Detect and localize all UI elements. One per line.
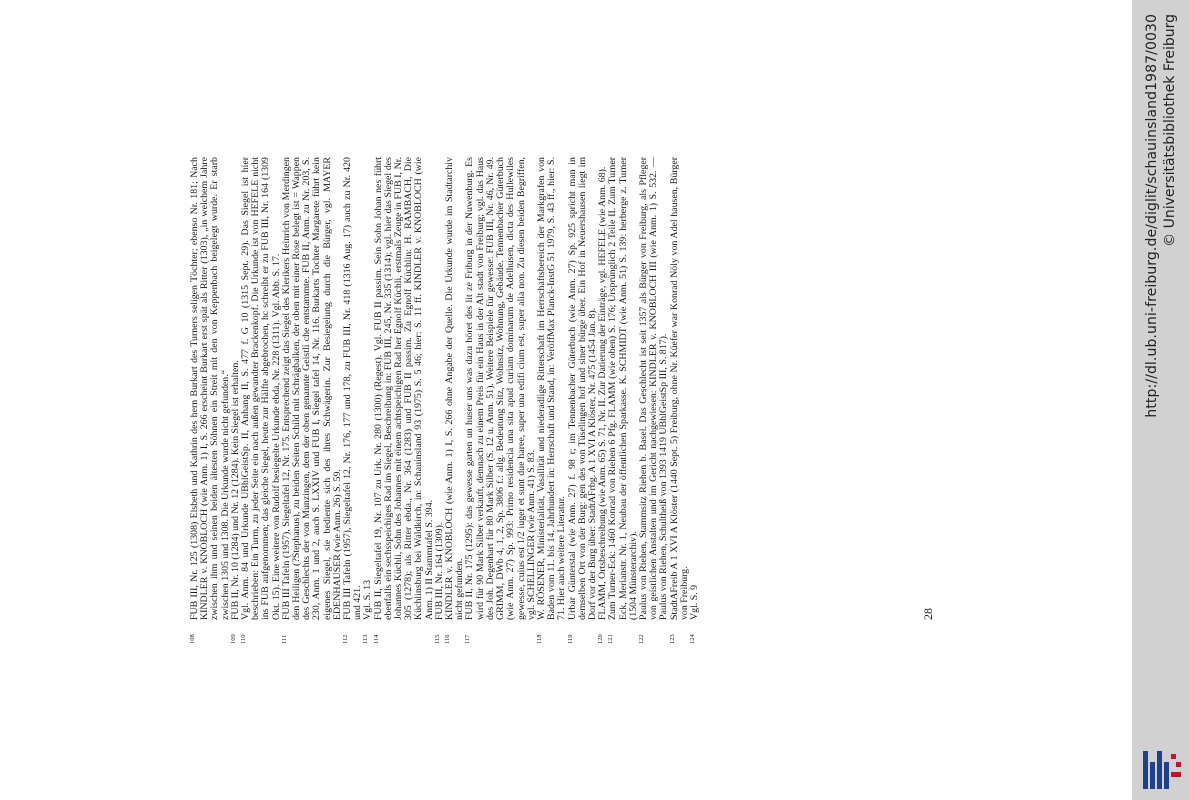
footnote-text: Zum Turner-Eck: 1460 Konrad von Riehen 6 Pfg. FLAMM (wie oben) S. 176; Ursprünglich 2 Teile II. Zum Turner Eck, Merianstr. Nr. 1, Neubau der öffentlichen Sparkasse. K. SCHMIDT (wie Anm. 51) S. 139: herberge z. Turner (1504 Münsterarchiv). [607, 157, 639, 620]
footnote [190, 157, 231, 644]
footnote [445, 157, 465, 644]
footnote-number: 119 [566, 634, 574, 644]
footnote [639, 157, 670, 644]
library-sidebar [1132, 0, 1189, 800]
footnote [282, 157, 343, 644]
footnote-text: FUB II, Siegeltafel 19, Nr. 107 zu Urk. Nr. 280 (1300) (Regest). Vgl. FUB II passim. Sein Sohn Johan nes führt ebenfalls ein sechsspeichiges Rad im Siegel, Beschreibung in: FUB III, 245, Nr. 335 (1314); vgl. hier das Siegel des Johannes Küchli, Sohn des Johannes mit einem achtspeichigen Rad her Egnolf Küchli, erstmals Zeuge in FUB I, Nr. 305 (1278); als Ritter ebda., Nr. 364 (1283) und FUB II passim. Zu Egnolf Küchlin: H. RAMBACH, Die Küchlinsburg bei Waldkirch, in: Schauinsland 93 (1975) S. 5 46; hier: S. 11 ff. KINDLER v. KNOBLOCH (wie Anm. 1) II Stammtafel S. 394. [372, 157, 435, 620]
footnote-text: FUB III, Nr. 164 (1309). [433, 522, 445, 620]
footnote-text: Vgl. S. 13 [362, 579, 374, 620]
footnote-text: Paulus von Riehen, Stammsitz Riehen b. Basel. Das Geschlecht ist seit 1357 als Bürger von Freiburg, als Pfleger von geistlichen Anstalten und im Gericht nachgewiesen: KINDLER v. KNOBLOCH III (wie Anm. 1) S. 532. — Paulus von Riehen, Schultheiß von 1393 1419 UBhlGeistSp III, S. 817). [637, 157, 670, 620]
footnote-number: 120 [597, 634, 605, 644]
footnote-number: 111 [280, 634, 288, 644]
footnote-number: 108 [189, 634, 196, 644]
footnote-number: 114 [372, 634, 380, 644]
footnote-number: 124 [688, 634, 696, 644]
footnote-number: 109 [229, 634, 237, 644]
footnote-number: 123 [668, 634, 676, 644]
permalink-url[interactable]: http://dl.ub.uni-freiburg.de/diglit/schauinsland1987/0030 [1143, 14, 1160, 418]
footnote-text: FUB II, Nr. 10 (1284) und Nr. 12 (1284). Kein Siegel ist erhalten. [229, 360, 241, 620]
footnote-text: FUB III Tafeln (1957), Siegeltafel 12, Nr. 175. Entsprechend zeigt das Siegel des Klerikers Heinrich von Merdingen den Heiligen (?Stephanus), zu beiden Seiten Schild mit Schrägbalken, der oben mit einer Rose belegt ist = Wappen des Geschlechts der von Munzingen, dem der oben genannte Geistli che entstammte. FUB II, Anm. zu Nr. 203, S. 230, Anm. 1 und 2, auch S. LXXIV und FUB I, Siegel tafel 14, Nr. 116. Burkarts Tochter Margarete führt kein eigenes Siegel, sie bediente sich des ihres Schwägerin. Zur Besiegelung durch die Bürger, vgl. MAYER EDENHAUSER (wie Anm. 26) S. 59. [280, 157, 343, 620]
footnote-number: 116 [444, 634, 452, 644]
footnote [670, 157, 690, 644]
library-logo-icon [1140, 748, 1184, 792]
footnotes-block [190, 157, 700, 644]
footnote-text: Vgl. Anm. 84 und Urkunde UBhlGeistSp. II, Anhang II, S. 477 f. G 10 (1315 Sept. 29). Das Siegel ist hier beschrieben: Ein Turm, zu jeder Seite ein nach außen gewandter Brackenkopf. Die Urkunde ist von HEFELE nicht ins FUB aufgenommen; das gleiche Siegel, heute zur Hälfte abgebrochen, hc schreibt er zu FUB III, Nr. 164 (1309 Okt. 15). Eine weitere von Rudolf besiegelte Urkunde ebda, Nr. 228 (1311). Vgl. Abb. S. 17. [240, 157, 282, 620]
footnote [568, 157, 599, 644]
footnote [537, 157, 568, 644]
footnote-number: 112 [342, 634, 350, 644]
footnote-number: 117 [464, 634, 472, 644]
footnote [374, 157, 435, 644]
footnote [241, 157, 282, 644]
footnote-number: 110 [240, 634, 248, 644]
footnote-text: FLAMM, Ortsbeschreibung (wie Anm. 65) S. 71, Nr. II. Zur Datierung der Einträge, vgl. HEFELE (wie Anm. 68). [597, 166, 609, 620]
footnote [343, 157, 363, 644]
footnote [465, 157, 536, 644]
copyright-notice: © Universitätsbibliothek Freiburg [1161, 14, 1178, 247]
footnote-text: StadtAFreib A 1 XVI A Klöster (1440 Sept. 5) Freiburg, ohne Nr. Küefer war Konrad Nöly von Adel hausen, Bürger von Freiburg. [668, 157, 690, 620]
footnote-number: 121 [607, 634, 615, 644]
footnote-text: Vgl. S. 9 [688, 584, 700, 620]
footnote-text: Urbar Günterstal (wie Anm. 27) f. 98 r; im Tennenbacher Güterbuch (wie Anm. 27) Sp. 925 spricht man in demselben Ort von der Burg: gen des von Tüselingen hof und siner bürge über. Ein Hof in Neuershausen liegt im Dorf vor der Burg über: StadtAFrbg. A 1 XVI A Klöster, Nr. 475 (1454 Jan. 8). [566, 157, 598, 620]
page-number: 28 [921, 608, 935, 620]
footnote-text: FUB III, Nr. 125 (1308) Elsbeth und Kathrin des hern Burkart des Turners seligen Töchter; ebenso Nr. 181; Nach KINDLER v. KNOBLOCH (wie Anm. 1) I, S. 266 erscheint Burkart erst spät als Ritter (1303), „in welchem Jahre zwischen ihm und seinen beiden ältesten Söhnen ein Streit mit den von Keppenbach beigelegt wurde. Er starb zwischen 1305 und 1308. Die Urkunde wurde nicht gefunden.“ [189, 157, 231, 620]
footnote [690, 157, 700, 644]
footnote-number: 118 [535, 634, 543, 644]
footnote-text: W. RÖSENER, Ministerialität, Vasallität und niederadlige Ritterschaft im Herrschaftsbereich der Markgrafen von Baden vom 11. bis 14. Jahrhundert in: Herrschaft und Stand, in: VeröffMax Planck-InstG 51 1979, S. 43 ff., hier: S. 71. Hier auch weitere Literatur. [535, 157, 568, 620]
footnote-number: 122 [637, 634, 645, 644]
footnote-number: 115 [433, 634, 441, 644]
sidebar-text [1132, 0, 1189, 800]
footnote [608, 157, 639, 644]
footnote-text: FUB III Tafeln (1957), Siegeltafel 12, Nr. 176, 177 und 178, zu FUB III, Nr. 418 (1316 Aug. 17) auch zu Nr. 420 und 421. [342, 157, 364, 620]
footnote-number: 113 [362, 634, 370, 644]
footnote-text: KINDLER v. KNOBLOCH (wie Anm. 1) I, S. 266 ohne Angabe der Quelle. Die Urkunde wurde im Stadtarchiv nicht gefunden. [444, 157, 466, 620]
footnote-text: FUB II, Nr. 175 (1295): das gewesse garten un huser uns was dazu höret des lit ze Friburg in der Nuwenburg. Es wird für 90 Mark Silber verkauft, demnach zu einem Preis für ein Haus in der Alt stadt von Freiburg; vgl. das Haus des Joh. Degenhart für 80 Mark Silber (S. 12 u. Anm. 51). Weitere Beispiele für gewesse: FUB III, Nr. 46, Nr. 49. GRIMM, DWb 4, 1, 2, Sp. 3806 f.: allg. Bedeutung Sitz, Wohnsitz, Wohnung, Gebäude. Tennenbacher Güterbuch (wie Anm. 27) Sp. 993: Primo residencia una sita apud curiam dominarum de Adelhusen, dicta des Hullewiles gewesse, cuius est 1/2 iuger et sunt due haree, super una edifi cium est, super alia non. Zu diesen beiden Begriffen, vgl. SCHELLINGER (wie Anm. 41) S. 83. [464, 157, 537, 620]
